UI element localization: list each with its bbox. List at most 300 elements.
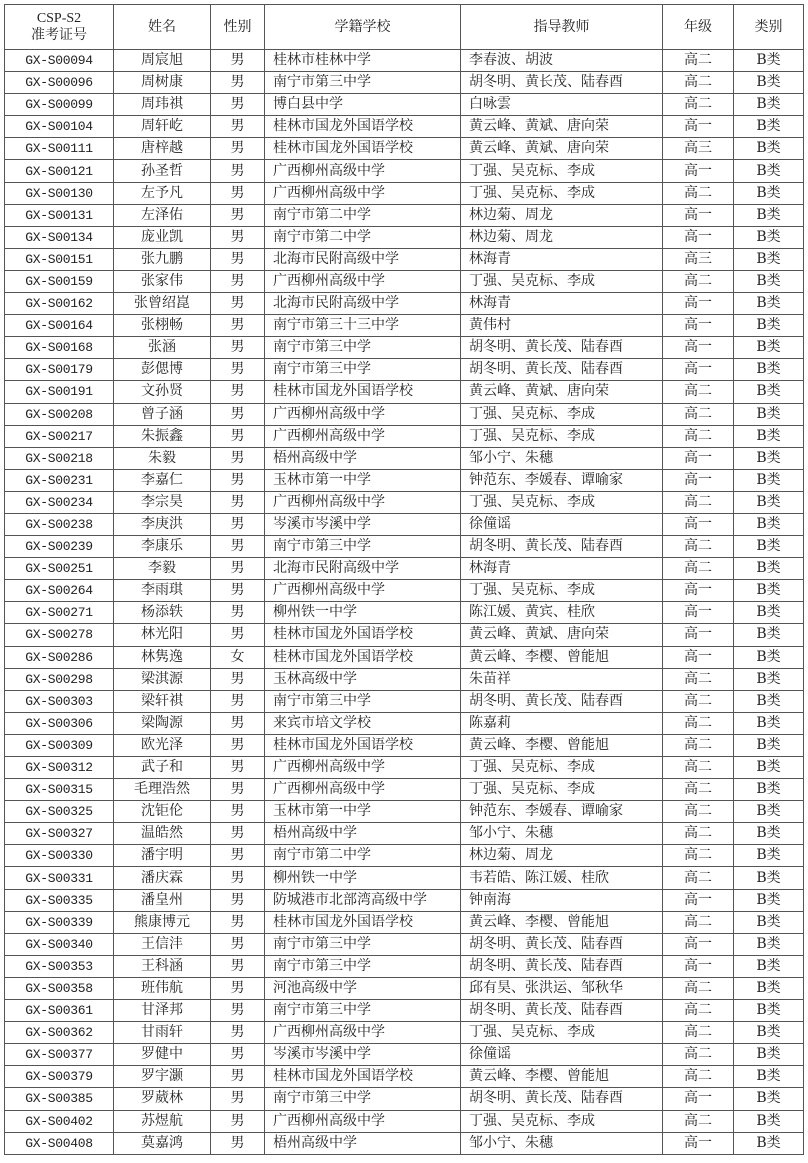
grade-cell: 高二 [663,558,734,580]
gender-cell: 男 [211,491,265,513]
gender-cell: 男 [211,867,265,889]
table-row [5,447,804,469]
gender-cell: 男 [211,933,265,955]
table-row [5,757,804,779]
teacher-cell: 胡冬明、黄长茂、陆春酉 [461,536,663,558]
name-cell: 潘皇州 [114,889,211,911]
category-cell: B类 [734,536,804,558]
school-cell: 广西柳州高级中学 [265,1022,461,1044]
table-row [5,734,804,756]
table-row [5,602,804,624]
teacher-cell: 胡冬明、黄长茂、陆春酉 [461,933,663,955]
gender-cell: 男 [211,536,265,558]
teacher-cell: 林边菊、周龙 [461,204,663,226]
teacher-cell: 丁强、吴克标、李成 [461,779,663,801]
school-cell: 北海市民附高级中学 [265,558,461,580]
category-cell: B类 [734,226,804,248]
school-cell: 桂林市国龙外国语学校 [265,734,461,756]
teacher-cell: 李春波、胡波 [461,50,663,72]
category-cell: B类 [734,779,804,801]
exam-id-cell: GX-S00303 [5,690,114,712]
school-cell: 广西柳州高级中学 [265,425,461,447]
gender-cell: 男 [211,955,265,977]
grade-cell: 高二 [663,1000,734,1022]
category-cell: B类 [734,72,804,94]
teacher-cell: 钟南海 [461,889,663,911]
gender-cell: 男 [211,845,265,867]
school-cell: 北海市民附高级中学 [265,248,461,270]
teacher-cell: 丁强、吴克标、李成 [461,270,663,292]
category-cell: B类 [734,425,804,447]
teacher-cell: 邹小宁、朱穗 [461,823,663,845]
teacher-cell: 丁强、吴克标、李成 [461,1110,663,1132]
gender-cell: 男 [211,1132,265,1154]
gender-cell: 男 [211,359,265,381]
grade-cell: 高一 [663,955,734,977]
name-cell: 李嘉仁 [114,469,211,491]
exam-id-cell: GX-S00096 [5,72,114,94]
name-cell: 林隽逸 [114,646,211,668]
gender-cell: 男 [211,779,265,801]
grade-cell: 高一 [663,160,734,182]
gender-cell: 男 [211,690,265,712]
gender-cell: 男 [211,337,265,359]
table-row [5,668,804,690]
gender-cell: 男 [211,204,265,226]
gender-cell: 男 [211,1044,265,1066]
table-row [5,624,804,646]
name-cell: 张家伟 [114,270,211,292]
teacher-cell: 胡冬明、黄长茂、陆春酉 [461,955,663,977]
school-cell: 玉林市第一中学 [265,469,461,491]
grade-cell: 高二 [663,867,734,889]
grade-cell: 高二 [663,94,734,116]
exam-id-cell: GX-S00330 [5,845,114,867]
table-row [5,403,804,425]
gender-cell: 男 [211,50,265,72]
category-cell: B类 [734,1000,804,1022]
gender-cell: 男 [211,403,265,425]
category-cell: B类 [734,977,804,999]
category-cell: B类 [734,204,804,226]
category-cell: B类 [734,94,804,116]
school-cell: 防城港市北部湾高级中学 [265,889,461,911]
table-row [5,867,804,889]
grade-cell: 高一 [663,226,734,248]
gender-cell: 男 [211,624,265,646]
table-row [5,889,804,911]
category-cell: B类 [734,403,804,425]
name-cell: 沈钜伦 [114,801,211,823]
name-cell: 文孙贤 [114,381,211,403]
school-cell: 桂林市国龙外国语学校 [265,646,461,668]
teacher-cell: 黄伟村 [461,315,663,337]
grade-cell: 高一 [663,469,734,491]
school-cell: 南宁市第三中学 [265,690,461,712]
table-row [5,1110,804,1132]
grade-cell: 高一 [663,624,734,646]
teacher-cell: 胡冬明、黄长茂、陆春酉 [461,359,663,381]
grade-cell: 高二 [663,1066,734,1088]
table-row [5,513,804,535]
table-row [5,182,804,204]
grade-cell: 高二 [663,712,734,734]
gender-cell: 男 [211,315,265,337]
category-cell: B类 [734,1044,804,1066]
teacher-cell: 胡冬明、黄长茂、陆春酉 [461,337,663,359]
exam-id-cell: GX-S00379 [5,1066,114,1088]
table-body [5,50,804,1155]
gender-cell: 男 [211,72,265,94]
table-row [5,72,804,94]
grade-cell: 高二 [663,403,734,425]
gender-cell: 男 [211,248,265,270]
gender-cell: 男 [211,94,265,116]
gender-cell: 男 [211,823,265,845]
name-cell: 莫嘉鸿 [114,1132,211,1154]
school-cell: 广西柳州高级中学 [265,1110,461,1132]
school-cell: 南宁市第三中学 [265,359,461,381]
grade-cell: 高二 [663,801,734,823]
exam-id-cell: GX-S00234 [5,491,114,513]
name-cell: 欧光泽 [114,734,211,756]
category-cell: B类 [734,513,804,535]
gender-cell: 男 [211,447,265,469]
name-cell: 林光阳 [114,624,211,646]
school-cell: 南宁市第三中学 [265,536,461,558]
name-cell: 苏煜航 [114,1110,211,1132]
gender-cell: 男 [211,469,265,491]
table-row [5,845,804,867]
exam-id-cell: GX-S00264 [5,580,114,602]
exam-id-cell: GX-S00162 [5,293,114,315]
school-cell: 柳州铁一中学 [265,867,461,889]
name-cell: 潘宇明 [114,845,211,867]
teacher-cell: 黄云峰、黄斌、唐向荣 [461,138,663,160]
gender-cell: 男 [211,911,265,933]
teacher-cell: 邹小宁、朱穗 [461,1132,663,1154]
exam-id-cell: GX-S00121 [5,160,114,182]
name-cell: 周宸旭 [114,50,211,72]
table-row [5,248,804,270]
category-cell: B类 [734,690,804,712]
school-cell: 广西柳州高级中学 [265,403,461,425]
gender-cell: 男 [211,160,265,182]
header-exam-id [5,5,114,50]
gender-cell: 女 [211,646,265,668]
category-cell: B类 [734,602,804,624]
header-teacher: 指导教师 [461,5,663,50]
name-cell: 张栩畅 [114,315,211,337]
table-row [5,779,804,801]
school-cell: 玉林高级中学 [265,668,461,690]
table-row [5,116,804,138]
name-cell: 王科涵 [114,955,211,977]
gender-cell: 男 [211,757,265,779]
table-row [5,315,804,337]
teacher-cell: 丁强、吴克标、李成 [461,403,663,425]
table-row [5,823,804,845]
name-cell: 李康乐 [114,536,211,558]
school-cell: 桂林市桂林中学 [265,50,461,72]
table-row [5,337,804,359]
table-row [5,558,804,580]
exam-id-cell: GX-S00298 [5,668,114,690]
school-cell: 南宁市第二中学 [265,204,461,226]
name-cell: 李毅 [114,558,211,580]
table-row [5,425,804,447]
grade-cell: 高一 [663,1132,734,1154]
gender-cell: 男 [211,668,265,690]
teacher-cell: 林边菊、周龙 [461,226,663,248]
grade-cell: 高一 [663,359,734,381]
exam-id-cell: GX-S00402 [5,1110,114,1132]
category-cell: B类 [734,867,804,889]
grade-cell: 高二 [663,536,734,558]
category-cell: B类 [734,1132,804,1154]
grade-cell: 高二 [663,690,734,712]
gender-cell: 男 [211,116,265,138]
category-cell: B类 [734,933,804,955]
grade-cell: 高一 [663,1088,734,1110]
grade-cell: 高一 [663,602,734,624]
teacher-cell: 丁强、吴克标、李成 [461,1022,663,1044]
teacher-cell: 胡冬明、黄长茂、陆春酉 [461,690,663,712]
school-cell: 岑溪市岑溪中学 [265,513,461,535]
name-cell: 梁淇源 [114,668,211,690]
school-cell: 南宁市第二中学 [265,845,461,867]
teacher-cell: 黄云峰、李樱、曾能旭 [461,1066,663,1088]
school-cell: 广西柳州高级中学 [265,160,461,182]
teacher-cell: 徐僮谣 [461,1044,663,1066]
contestant-table [4,4,804,1155]
gender-cell: 男 [211,138,265,160]
school-cell: 桂林市国龙外国语学校 [265,1066,461,1088]
teacher-cell: 林海青 [461,293,663,315]
grade-cell: 高二 [663,668,734,690]
teacher-cell: 丁强、吴克标、李成 [461,425,663,447]
teacher-cell: 胡冬明、黄长茂、陆春酉 [461,72,663,94]
gender-cell: 男 [211,1066,265,1088]
category-cell: B类 [734,558,804,580]
table-row [5,138,804,160]
grade-cell: 高一 [663,204,734,226]
category-cell: B类 [734,801,804,823]
grade-cell: 高一 [663,447,734,469]
name-cell: 罗葳林 [114,1088,211,1110]
category-cell: B类 [734,359,804,381]
school-cell: 广西柳州高级中学 [265,270,461,292]
gender-cell: 男 [211,1000,265,1022]
table-row [5,1044,804,1066]
exam-id-cell: GX-S00278 [5,624,114,646]
exam-id-cell: GX-S00130 [5,182,114,204]
exam-id-cell: GX-S00179 [5,359,114,381]
teacher-cell: 钟范东、李媛春、谭喻家 [461,801,663,823]
table-row [5,646,804,668]
category-cell: B类 [734,955,804,977]
name-cell: 甘泽邦 [114,1000,211,1022]
school-cell: 广西柳州高级中学 [265,580,461,602]
school-cell: 桂林市国龙外国语学校 [265,116,461,138]
gender-cell: 男 [211,602,265,624]
category-cell: B类 [734,823,804,845]
table-row [5,933,804,955]
category-cell: B类 [734,138,804,160]
exam-id-cell: GX-S00164 [5,315,114,337]
name-cell: 梁轩祺 [114,690,211,712]
table-row [5,1000,804,1022]
school-cell: 桂林市国龙外国语学校 [265,624,461,646]
grade-cell: 高二 [663,757,734,779]
grade-cell: 高二 [663,381,734,403]
grade-cell: 高二 [663,425,734,447]
category-cell: B类 [734,580,804,602]
grade-cell: 高一 [663,580,734,602]
grade-cell: 高二 [663,977,734,999]
name-cell: 周树康 [114,72,211,94]
exam-id-cell: GX-S00361 [5,1000,114,1022]
school-cell: 南宁市第二中学 [265,226,461,248]
grade-cell: 高二 [663,491,734,513]
exam-id-cell: GX-S00358 [5,977,114,999]
school-cell: 南宁市第三十三中学 [265,315,461,337]
school-cell: 广西柳州高级中学 [265,182,461,204]
category-cell: B类 [734,845,804,867]
school-cell: 梧州高级中学 [265,823,461,845]
school-cell: 南宁市第三中学 [265,933,461,955]
gender-cell: 男 [211,425,265,447]
name-cell: 周轩屹 [114,116,211,138]
table-row [5,712,804,734]
school-cell: 南宁市第三中学 [265,72,461,94]
exam-id-cell: GX-S00385 [5,1088,114,1110]
grade-cell: 高二 [663,50,734,72]
category-cell: B类 [734,646,804,668]
school-cell: 北海市民附高级中学 [265,293,461,315]
teacher-cell: 丁强、吴克标、李成 [461,491,663,513]
category-cell: B类 [734,116,804,138]
category-cell: B类 [734,757,804,779]
exam-id-cell: GX-S00131 [5,204,114,226]
teacher-cell: 黄云峰、黄斌、唐向荣 [461,381,663,403]
category-cell: B类 [734,1088,804,1110]
grade-cell: 高二 [663,1022,734,1044]
table-row [5,801,804,823]
teacher-cell: 林海青 [461,558,663,580]
header-gender: 性别 [211,5,265,50]
header-exam-id-line1: CSP-S2 [36,11,82,26]
category-cell: B类 [734,381,804,403]
teacher-cell: 黄云峰、黄斌、唐向荣 [461,624,663,646]
teacher-cell: 钟范东、李媛春、谭喻家 [461,469,663,491]
grade-cell: 高三 [663,138,734,160]
name-cell: 左泽佑 [114,204,211,226]
gender-cell: 男 [211,889,265,911]
table-row [5,580,804,602]
teacher-cell: 黄云峰、李樱、曾能旭 [461,734,663,756]
school-cell: 玉林市第一中学 [265,801,461,823]
name-cell: 杨添轶 [114,602,211,624]
school-cell: 南宁市第三中学 [265,955,461,977]
gender-cell: 男 [211,1110,265,1132]
name-cell: 温皓然 [114,823,211,845]
name-cell: 庞业凯 [114,226,211,248]
exam-id-cell: GX-S00362 [5,1022,114,1044]
school-cell: 桂林市国龙外国语学校 [265,381,461,403]
name-cell: 唐梓越 [114,138,211,160]
gender-cell: 男 [211,182,265,204]
name-cell: 曾子涵 [114,403,211,425]
exam-id-cell: GX-S00408 [5,1132,114,1154]
grade-cell: 高二 [663,182,734,204]
gender-cell: 男 [211,558,265,580]
exam-id-cell: GX-S00104 [5,116,114,138]
name-cell: 王信沣 [114,933,211,955]
grade-cell: 高二 [663,823,734,845]
grade-cell: 高三 [663,248,734,270]
gender-cell: 男 [211,293,265,315]
grade-cell: 高二 [663,1044,734,1066]
exam-id-cell: GX-S00151 [5,248,114,270]
name-cell: 孙圣哲 [114,160,211,182]
exam-id-cell: GX-S00286 [5,646,114,668]
category-cell: B类 [734,1110,804,1132]
teacher-cell: 丁强、吴克标、李成 [461,160,663,182]
exam-id-cell: GX-S00377 [5,1044,114,1066]
table-row [5,204,804,226]
category-cell: B类 [734,469,804,491]
name-cell: 李雨琪 [114,580,211,602]
gender-cell: 男 [211,270,265,292]
name-cell: 武子和 [114,757,211,779]
name-cell: 潘庆霖 [114,867,211,889]
exam-id-cell: GX-S00168 [5,337,114,359]
table-row [5,270,804,292]
table-row [5,911,804,933]
name-cell: 左予凡 [114,182,211,204]
grade-cell: 高二 [663,1110,734,1132]
name-cell: 熊康博元 [114,911,211,933]
school-cell: 南宁市第三中学 [265,1000,461,1022]
name-cell: 甘雨轩 [114,1022,211,1044]
grade-cell: 高二 [663,779,734,801]
gender-cell: 男 [211,1088,265,1110]
school-cell: 河池高级中学 [265,977,461,999]
exam-id-cell: GX-S00191 [5,381,114,403]
gender-cell: 男 [211,381,265,403]
table-row [5,94,804,116]
exam-id-cell: GX-S00339 [5,911,114,933]
teacher-cell: 陈江媛、黄宾、桂欣 [461,602,663,624]
header-category: 类别 [734,5,804,50]
table-row [5,50,804,72]
exam-id-cell: GX-S00099 [5,94,114,116]
table-row [5,1132,804,1154]
teacher-cell: 林海青 [461,248,663,270]
name-cell: 周玮祺 [114,94,211,116]
name-cell: 张曾绍崑 [114,293,211,315]
category-cell: B类 [734,889,804,911]
gender-cell: 男 [211,226,265,248]
category-cell: B类 [734,50,804,72]
name-cell: 朱振鑫 [114,425,211,447]
exam-id-cell: GX-S00331 [5,867,114,889]
table-row [5,1066,804,1088]
header-row [5,5,804,50]
table-row [5,293,804,315]
school-cell: 博白县中学 [265,94,461,116]
